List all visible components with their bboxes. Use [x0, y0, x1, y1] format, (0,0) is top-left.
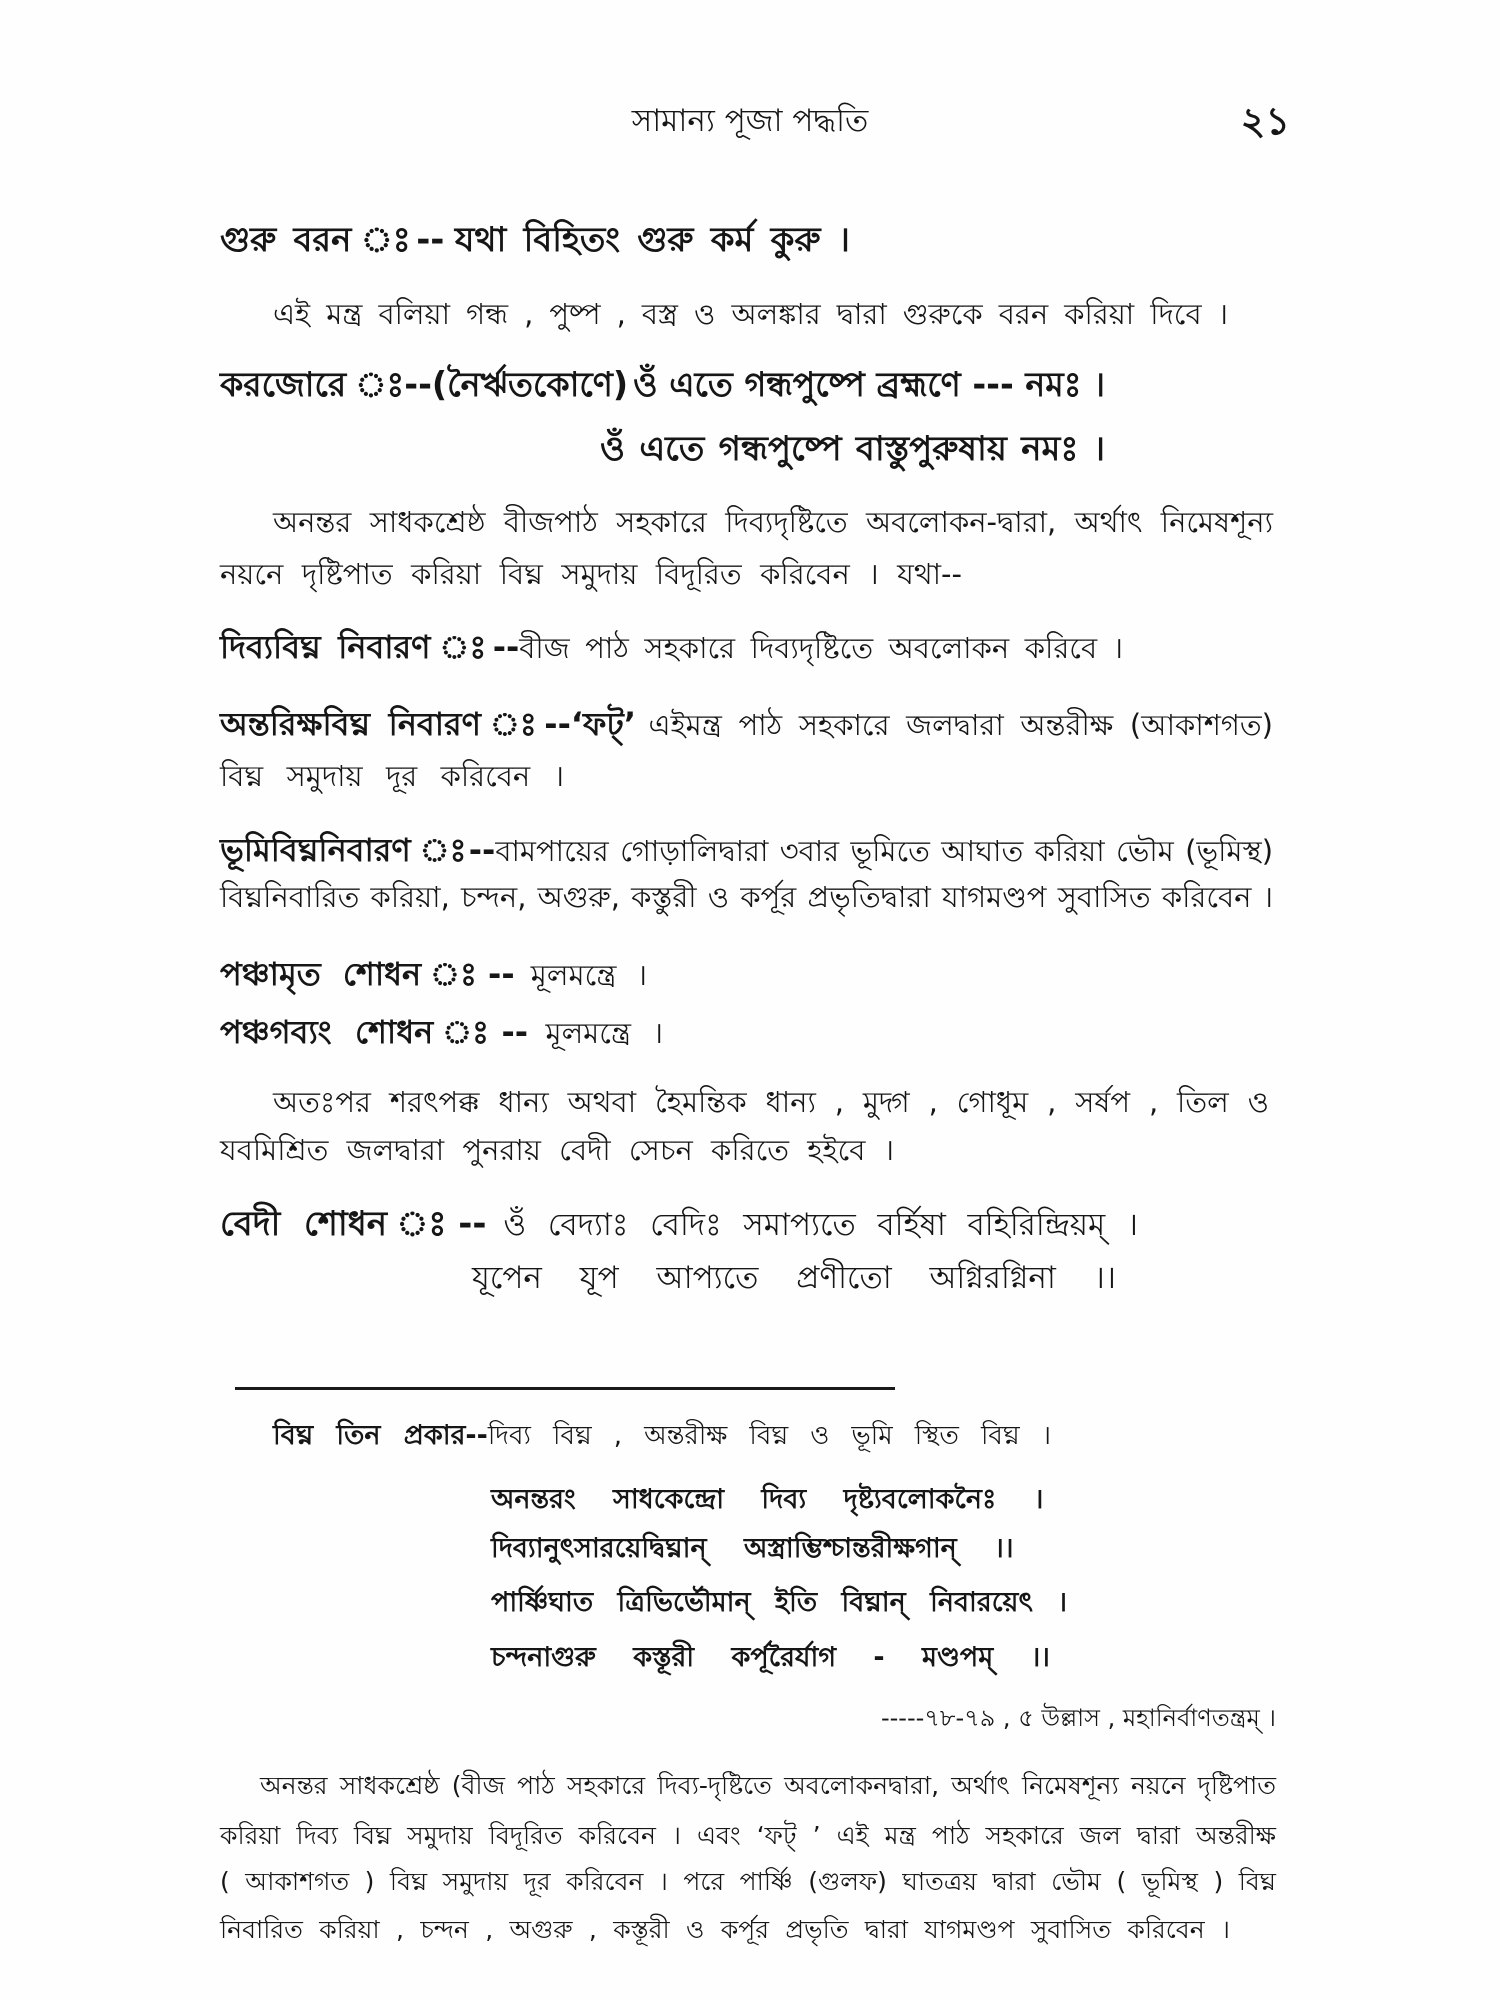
footnote-translation-line-1: [260, 1763, 1276, 1809]
panchagavya-label: পঞ্চগব্যং শোধন ঃ--: [220, 1013, 529, 1051]
antariksha-vighna-line-1: [220, 701, 1273, 747]
guru-baran-text: যথা বিহিতং গুরু কর্ম কুরু ।: [454, 220, 850, 260]
footnote-translation-line-2: [220, 1813, 1276, 1859]
vighna-intro-line-1: [273, 499, 1273, 545]
panchamrita-line: [220, 951, 647, 997]
karajore-line-1: [220, 362, 1105, 408]
vedi-shodhan-label: বেদী শোধন ঃ--: [220, 1204, 487, 1244]
vighna-intro-text-1: অনন্তর সাধকশ্রেষ্ঠ বীজপাঠ সহকারে দিব্যদৃষ্টিতে অবলোকন-দ্বারা, অর্থাৎ নিমেষশূন্য: [273, 505, 1274, 539]
vighna-intro-line-2: [220, 551, 962, 597]
footnote-translation-text-3: ( আকাশগত ) বিঘ্ন সমুদায় দূর করিবেন । পরে পার্ষ্ণি (গুলফ) ঘাতত্রয় দ্বারা ভৌম ( ভূমিস্থ ) বিঘ্ন: [220, 1867, 1276, 1896]
panchagavya-line: [220, 1009, 663, 1055]
vedi-shodhan-line-1: [220, 1201, 1138, 1247]
guru-baran-line: [220, 217, 850, 263]
footnote-translation-line-4: [220, 1907, 1230, 1953]
footnote-verse-text-3: পার্ষ্ণিঘাত ত্রিভির্ভৌমান্ ইতি বিঘ্নান্ নিবারয়েৎ ।: [491, 1587, 1067, 1618]
footnote-source-line: [824, 1695, 1276, 1741]
footnote-verse-text-4: চন্দনাগুরু কস্তূরী কর্পূরৈর্যাগ - মণ্ডপম্ ।।: [491, 1642, 1050, 1673]
bhumi-vighna-label: ভূমিবিঘ্ননিবারণ ঃ--: [220, 831, 496, 869]
footnote-verse-text-2: দিব্যানুৎসারয়েদ্বিঘ্নান্ অস্ত্রাম্ভিশ্চান্তরীক্ষগান্ ।।: [491, 1533, 1014, 1564]
guru-baran-instruction: [273, 291, 1228, 337]
bhumi-vighna-text-1: বামপায়ের গোড়ালিদ্বারা ৩বার ভূমিতে আঘাত করিয়া ভৌম (ভূমিস্থ): [495, 834, 1274, 868]
vedi-shodhan-mantra-2: যূপেন যূপ আপ্যতে প্রণীতো অগ্নিরগ্নিনা ।।: [472, 1260, 1116, 1296]
panchamrita-label: পঞ্চামৃত শোধন ঃ--: [220, 955, 515, 993]
footnote-translation-line-3: [220, 1859, 1276, 1905]
divya-vighna-text: বীজ পাঠ সহকারে দিব্যদৃষ্টিতে অবলোকন করিবে ।: [519, 631, 1124, 665]
footnote-types-label: বিঘ্ন তিন প্রকার--: [273, 1420, 488, 1451]
guru-baran-instruction-text: এই মন্ত্র বলিয়া গন্ধ , পুষ্প , বস্ত্র ও অলঙ্কার দ্বারা গুরুকে বরন করিয়া দিবে ।: [273, 297, 1229, 331]
vedi-sechan-line-1: [273, 1079, 1269, 1125]
antariksha-vighna-text-1: এইমন্ত্র পাঠ সহকারে জলদ্বারা অন্তরীক্ষ (আকাশগত): [648, 708, 1273, 742]
running-header-title: সামান্য পূজা পদ্ধতি: [631, 103, 869, 139]
footnote-translation-text-4: নিবারিত করিয়া , চন্দন , অগুরু , কস্তূরী ও কর্পূর প্রভৃতি দ্বারা যাগমণ্ডপ সুবাসিত করিবেন ।: [220, 1915, 1230, 1944]
divya-vighna-line: [220, 624, 1123, 670]
vedi-sechan-text-1: অতঃপর শরৎপক্ক ধান্য অথবা হৈমন্তিক ধান্য , মুদ্গ , গোধূম , সর্ষপ , তিল ও: [273, 1085, 1269, 1119]
footnote-verse-line-2: [491, 1526, 1074, 1572]
footnote-verse-line-3: [491, 1580, 1067, 1626]
antariksha-vighna-text-2: বিঘ্ন সমুদায় দূর করিবেন ।: [220, 759, 564, 793]
vedi-sechan-text-2: যবমিশ্রিত জলদ্বারা পুনরায় বেদী সেচন করিতে হইবে ।: [220, 1133, 895, 1167]
page-number: ২১: [1240, 99, 1290, 143]
footnote-translation-text-2: করিয়া দিব্য বিঘ্ন সমুদায় বিদূরিত করিবেন । এবং ‘ফট্ ’ এই মন্ত্র পাঠ সহকারে জল দ্বারা অন্তরীক্ষ: [220, 1821, 1277, 1850]
vedi-sechan-line-2: [220, 1127, 894, 1173]
vedi-shodhan-mantra-1: ওঁ বেদ্যাঃ বেদিঃ সমাপ্যতে বর্হিষা বহিরিন্দ্রিয়ম্ ।: [503, 1207, 1138, 1243]
karajore-mantra-2: ওঁ এতে গন্ধপুষ্পে বাস্তুপুরুষায় নমঃ ।: [600, 429, 1105, 469]
footnote-translation-text-1: অনন্তর সাধকশ্রেষ্ঠ (বীজ পাঠ সহকারে দিব্য-দৃষ্টিতে অবলোকনদ্বারা, অর্থাৎ নিমেষশূন্য নয়নে দৃষ্টিপাত: [260, 1771, 1277, 1800]
karajore-label: করজোরে ঃ--(নৈর্ঋতকোণে): [220, 365, 629, 405]
footnote-verse-text-1: অনন্তরং সাধকেন্দ্রো দিব্য দৃষ্ট্যবলোকনৈঃ ।: [491, 1484, 1044, 1515]
antariksha-vighna-line-2: [220, 753, 564, 799]
vedi-shodhan-line-2: [472, 1255, 1147, 1301]
divya-vighna-label: দিব্যবিঘ্ন নিবারণ ঃ--: [220, 628, 520, 666]
bhumi-vighna-text-2: বিঘ্ননিবারিত করিয়া, চন্দন, অগুরু, কস্তুরী ও কর্পূর প্রভৃতিদ্বারা যাগমণ্ডপ সুবাসিত করিবেন ।: [220, 880, 1274, 914]
karajore-mantra-1: ওঁ এতে গন্ধপুষ্পে ব্রহ্মণে --- নমঃ ।: [633, 365, 1106, 405]
footnote-types-text: দিব্য বিঘ্ন , অন্তরীক্ষ বিঘ্ন ও ভূমি স্থিত বিঘ্ন ।: [487, 1421, 1052, 1451]
footnote-verse-line-1: [491, 1477, 1067, 1523]
panchagavya-text: মূলমন্ত্রে ।: [545, 1016, 664, 1050]
bhumi-vighna-line-2: [220, 874, 1273, 920]
footnote-types-line: [273, 1413, 1051, 1459]
footnote-rule: [235, 1387, 895, 1390]
vighna-intro-text-2: নয়নে দৃষ্টিপাত করিয়া বিঘ্ন সমুদায় বিদূরিত করিবেন । যথা--: [220, 557, 962, 591]
footnote-source: -----৭৮-৭৯ , ৫ উল্লাস , মহানির্বাণতন্ত্রম্ ।: [880, 1704, 1276, 1732]
guru-baran-label: গুরু বরন ঃ--: [220, 220, 445, 260]
antariksha-vighna-label: অন্তরিক্ষবিঘ্ন নিবারণ ঃ--‘ফট্’: [220, 705, 636, 743]
footnote-verse-line-4: [491, 1635, 1074, 1681]
karajore-line-2: [600, 426, 1105, 472]
panchamrita-text: মূলমন্ত্রে ।: [530, 958, 647, 992]
bhumi-vighna-line-1: [220, 827, 1273, 873]
